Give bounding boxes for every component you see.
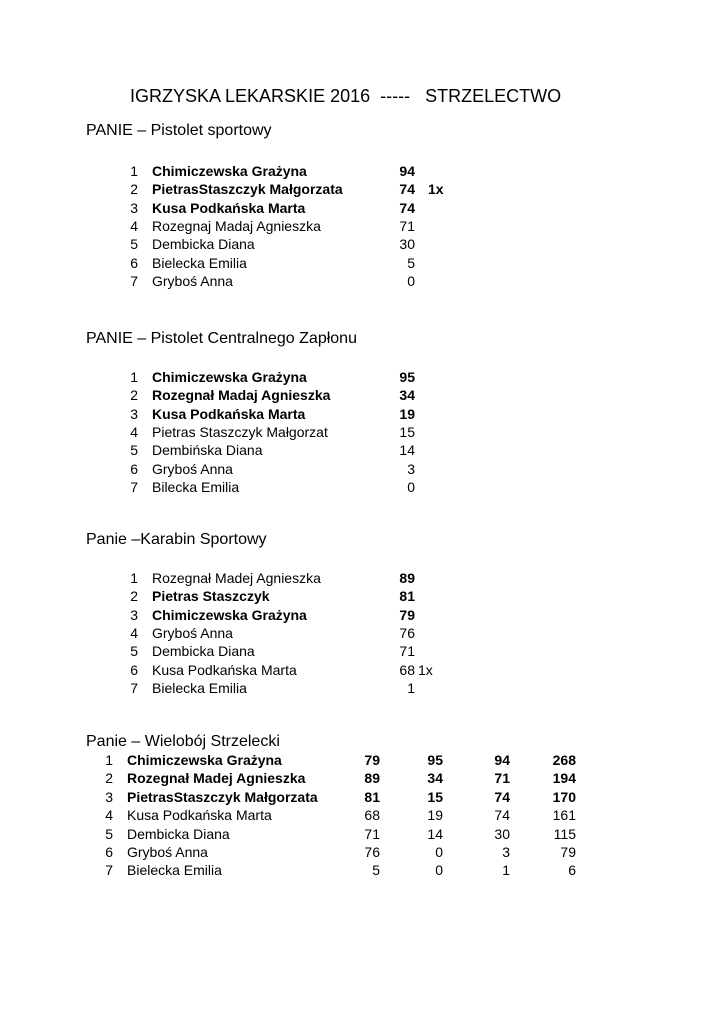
total-score: 194: [552, 770, 576, 787]
rank-number: 7: [105, 862, 113, 879]
competitor-name: Dembicka Diana: [152, 643, 255, 660]
score-value: 95: [427, 752, 443, 768]
score-value: 81: [364, 788, 380, 805]
rank-number: 2: [130, 588, 138, 605]
competitor-name: Kusa Podkańska Marta: [127, 807, 272, 824]
score-value: 81: [399, 588, 415, 605]
result-row: [0, 862, 724, 880]
result-row: [0, 680, 724, 698]
score-value: 14: [399, 442, 415, 459]
competitor-name: Bilecka Emilia: [152, 478, 240, 495]
competitor-name: PietrasStaszczyk Małgorzata: [152, 181, 343, 198]
rank-number: 2: [130, 387, 138, 404]
score-value: 68: [399, 661, 415, 678]
competitor-name: Chimiczewska Grażyna: [127, 752, 282, 768]
score-value: 3: [502, 844, 510, 860]
competitor-name: Bielecka Emilia: [152, 679, 247, 696]
score-value: 1: [407, 679, 415, 696]
competitor-name: Dembińska Diana: [152, 442, 263, 459]
result-row: [0, 461, 724, 479]
total-score: 170: [552, 788, 576, 805]
rank-number: 3: [130, 405, 138, 422]
section-heading: PANIE – Pistolet Centralnego Zapłonu: [86, 330, 357, 347]
result-row: [0, 442, 724, 460]
score-value: 74: [494, 788, 510, 805]
competitor-name: Gryboś Anna: [127, 844, 208, 860]
rank-number: 6: [130, 460, 138, 477]
result-row: [0, 255, 724, 273]
rank-number: 2: [105, 770, 113, 787]
total-score: 268: [552, 752, 576, 768]
score-value: 94: [494, 752, 510, 768]
result-row: [0, 662, 724, 680]
rank-number: 5: [130, 643, 138, 660]
total-score: 6: [568, 862, 576, 879]
competitor-name: Kusa Podkańska Marta: [152, 661, 297, 678]
result-row: [0, 406, 724, 424]
result-row: [0, 643, 724, 661]
rank-number: 6: [105, 844, 113, 860]
rank-number: 1: [105, 752, 113, 768]
score-value: 74: [399, 181, 415, 198]
score-value: 1: [502, 862, 510, 879]
result-row: [0, 236, 724, 254]
score-value: 68: [364, 807, 380, 824]
competitor-name: Gryboś Anna: [152, 460, 233, 477]
rank-number: 7: [130, 478, 138, 495]
score-value: 95: [399, 369, 415, 385]
result-row: [0, 807, 724, 825]
result-row: [0, 200, 724, 218]
competitor-name: Kusa Podkańska Marta: [152, 199, 306, 216]
rank-number: 4: [105, 807, 113, 824]
score-value: 79: [364, 752, 380, 768]
rank-number: 4: [130, 217, 138, 234]
score-value: 76: [364, 844, 380, 860]
competitor-name: Pietras Staszczyk Małgorzat: [152, 423, 328, 440]
score-value: 71: [494, 770, 510, 787]
score-value: 34: [399, 387, 415, 404]
rank-number: 1: [130, 163, 138, 179]
total-score: 115: [553, 825, 576, 842]
rank-number: 3: [105, 788, 113, 805]
score-value: 71: [399, 217, 415, 234]
score-value: 0: [435, 844, 443, 860]
competitor-name: Gryboś Anna: [152, 272, 233, 289]
competitor-name: Rozegnał Madaj Agnieszka: [152, 387, 331, 404]
section-heading: Panie – Wielobój Strzelecki: [86, 733, 280, 750]
competitor-name: Dembicka Diana: [152, 236, 255, 253]
competitor-name: Chimiczewska Grażyna: [152, 163, 307, 179]
rank-number: 5: [130, 442, 138, 459]
score-value: 19: [399, 405, 415, 422]
competitor-name: Rozegnaj Madaj Agnieszka: [152, 217, 321, 234]
tiebreak-note: 1x: [418, 661, 433, 678]
competitor-name: PietrasStaszczyk Małgorzata: [127, 788, 318, 805]
score-value: 94: [399, 163, 415, 179]
total-score: 79: [560, 844, 576, 860]
rank-number: 5: [105, 825, 113, 842]
score-value: 89: [364, 770, 380, 787]
rank-number: 3: [130, 606, 138, 623]
competitor-name: Pietras Staszczyk: [152, 588, 270, 605]
competitor-name: Bielecka Emilia: [152, 254, 247, 271]
score-value: 15: [399, 423, 415, 440]
score-value: 30: [494, 825, 510, 842]
competitor-name: Kusa Podkańska Marta: [152, 405, 306, 422]
result-row: [0, 163, 724, 181]
result-row: [0, 752, 724, 770]
score-value: 19: [427, 807, 443, 824]
score-value: 76: [399, 624, 415, 641]
result-row: [0, 588, 724, 606]
result-row: [0, 369, 724, 387]
section-heading: Panie –Karabin Sportowy: [86, 531, 267, 548]
result-row: [0, 387, 724, 405]
competitor-name: Chimiczewska Grażyna: [152, 606, 307, 623]
score-value: 0: [407, 478, 415, 495]
competitor-name: Rozegnał Madej Agnieszka: [152, 570, 321, 586]
rank-number: 4: [130, 423, 138, 440]
section-heading: PANIE – Pistolet sportowy: [86, 122, 272, 139]
rank-number: 7: [130, 272, 138, 289]
rank-number: 1: [130, 570, 138, 586]
result-row: [0, 826, 724, 844]
total-score: 161: [552, 807, 576, 824]
rank-number: 6: [130, 661, 138, 678]
score-value: 5: [407, 254, 415, 271]
score-value: 71: [399, 643, 415, 660]
result-row: [0, 424, 724, 442]
competitor-name: Dembicka Diana: [127, 825, 230, 842]
result-row: [0, 844, 724, 862]
rank-number: 3: [130, 199, 138, 216]
score-value: 5: [372, 862, 380, 879]
tiebreak-note: 1x: [428, 181, 444, 198]
result-row: [0, 218, 724, 236]
score-value: 34: [427, 770, 443, 787]
rank-number: 4: [130, 624, 138, 641]
competitor-name: Bielecka Emilia: [127, 862, 222, 879]
score-value: 14: [427, 825, 443, 842]
score-value: 3: [407, 460, 415, 477]
score-value: 0: [407, 272, 415, 289]
competitor-name: Rozegnał Madej Agnieszka: [127, 770, 306, 787]
competitor-name: Chimiczewska Grażyna: [152, 369, 307, 385]
rank-number: 2: [130, 181, 138, 198]
result-row: [0, 625, 724, 643]
result-row: [0, 770, 724, 788]
rank-number: 7: [130, 679, 138, 696]
score-value: 89: [399, 570, 415, 586]
rank-number: 6: [130, 254, 138, 271]
score-value: 15: [427, 788, 443, 805]
result-row: [0, 607, 724, 625]
score-value: 74: [494, 807, 510, 824]
result-row: [0, 789, 724, 807]
rank-number: 1: [130, 369, 138, 385]
score-value: 30: [399, 236, 415, 253]
result-row: [0, 479, 724, 497]
result-row: [0, 570, 724, 588]
competitor-name: Gryboś Anna: [152, 624, 233, 641]
score-value: 0: [435, 862, 443, 879]
result-row: [0, 181, 724, 199]
score-value: 79: [399, 606, 415, 623]
result-row: [0, 273, 724, 291]
score-value: 74: [399, 199, 415, 216]
score-value: 71: [364, 825, 380, 842]
rank-number: 5: [130, 236, 138, 253]
document-title: IGRZYSKA LEKARSKIE 2016 ----- STRZELECTWO: [130, 86, 562, 106]
